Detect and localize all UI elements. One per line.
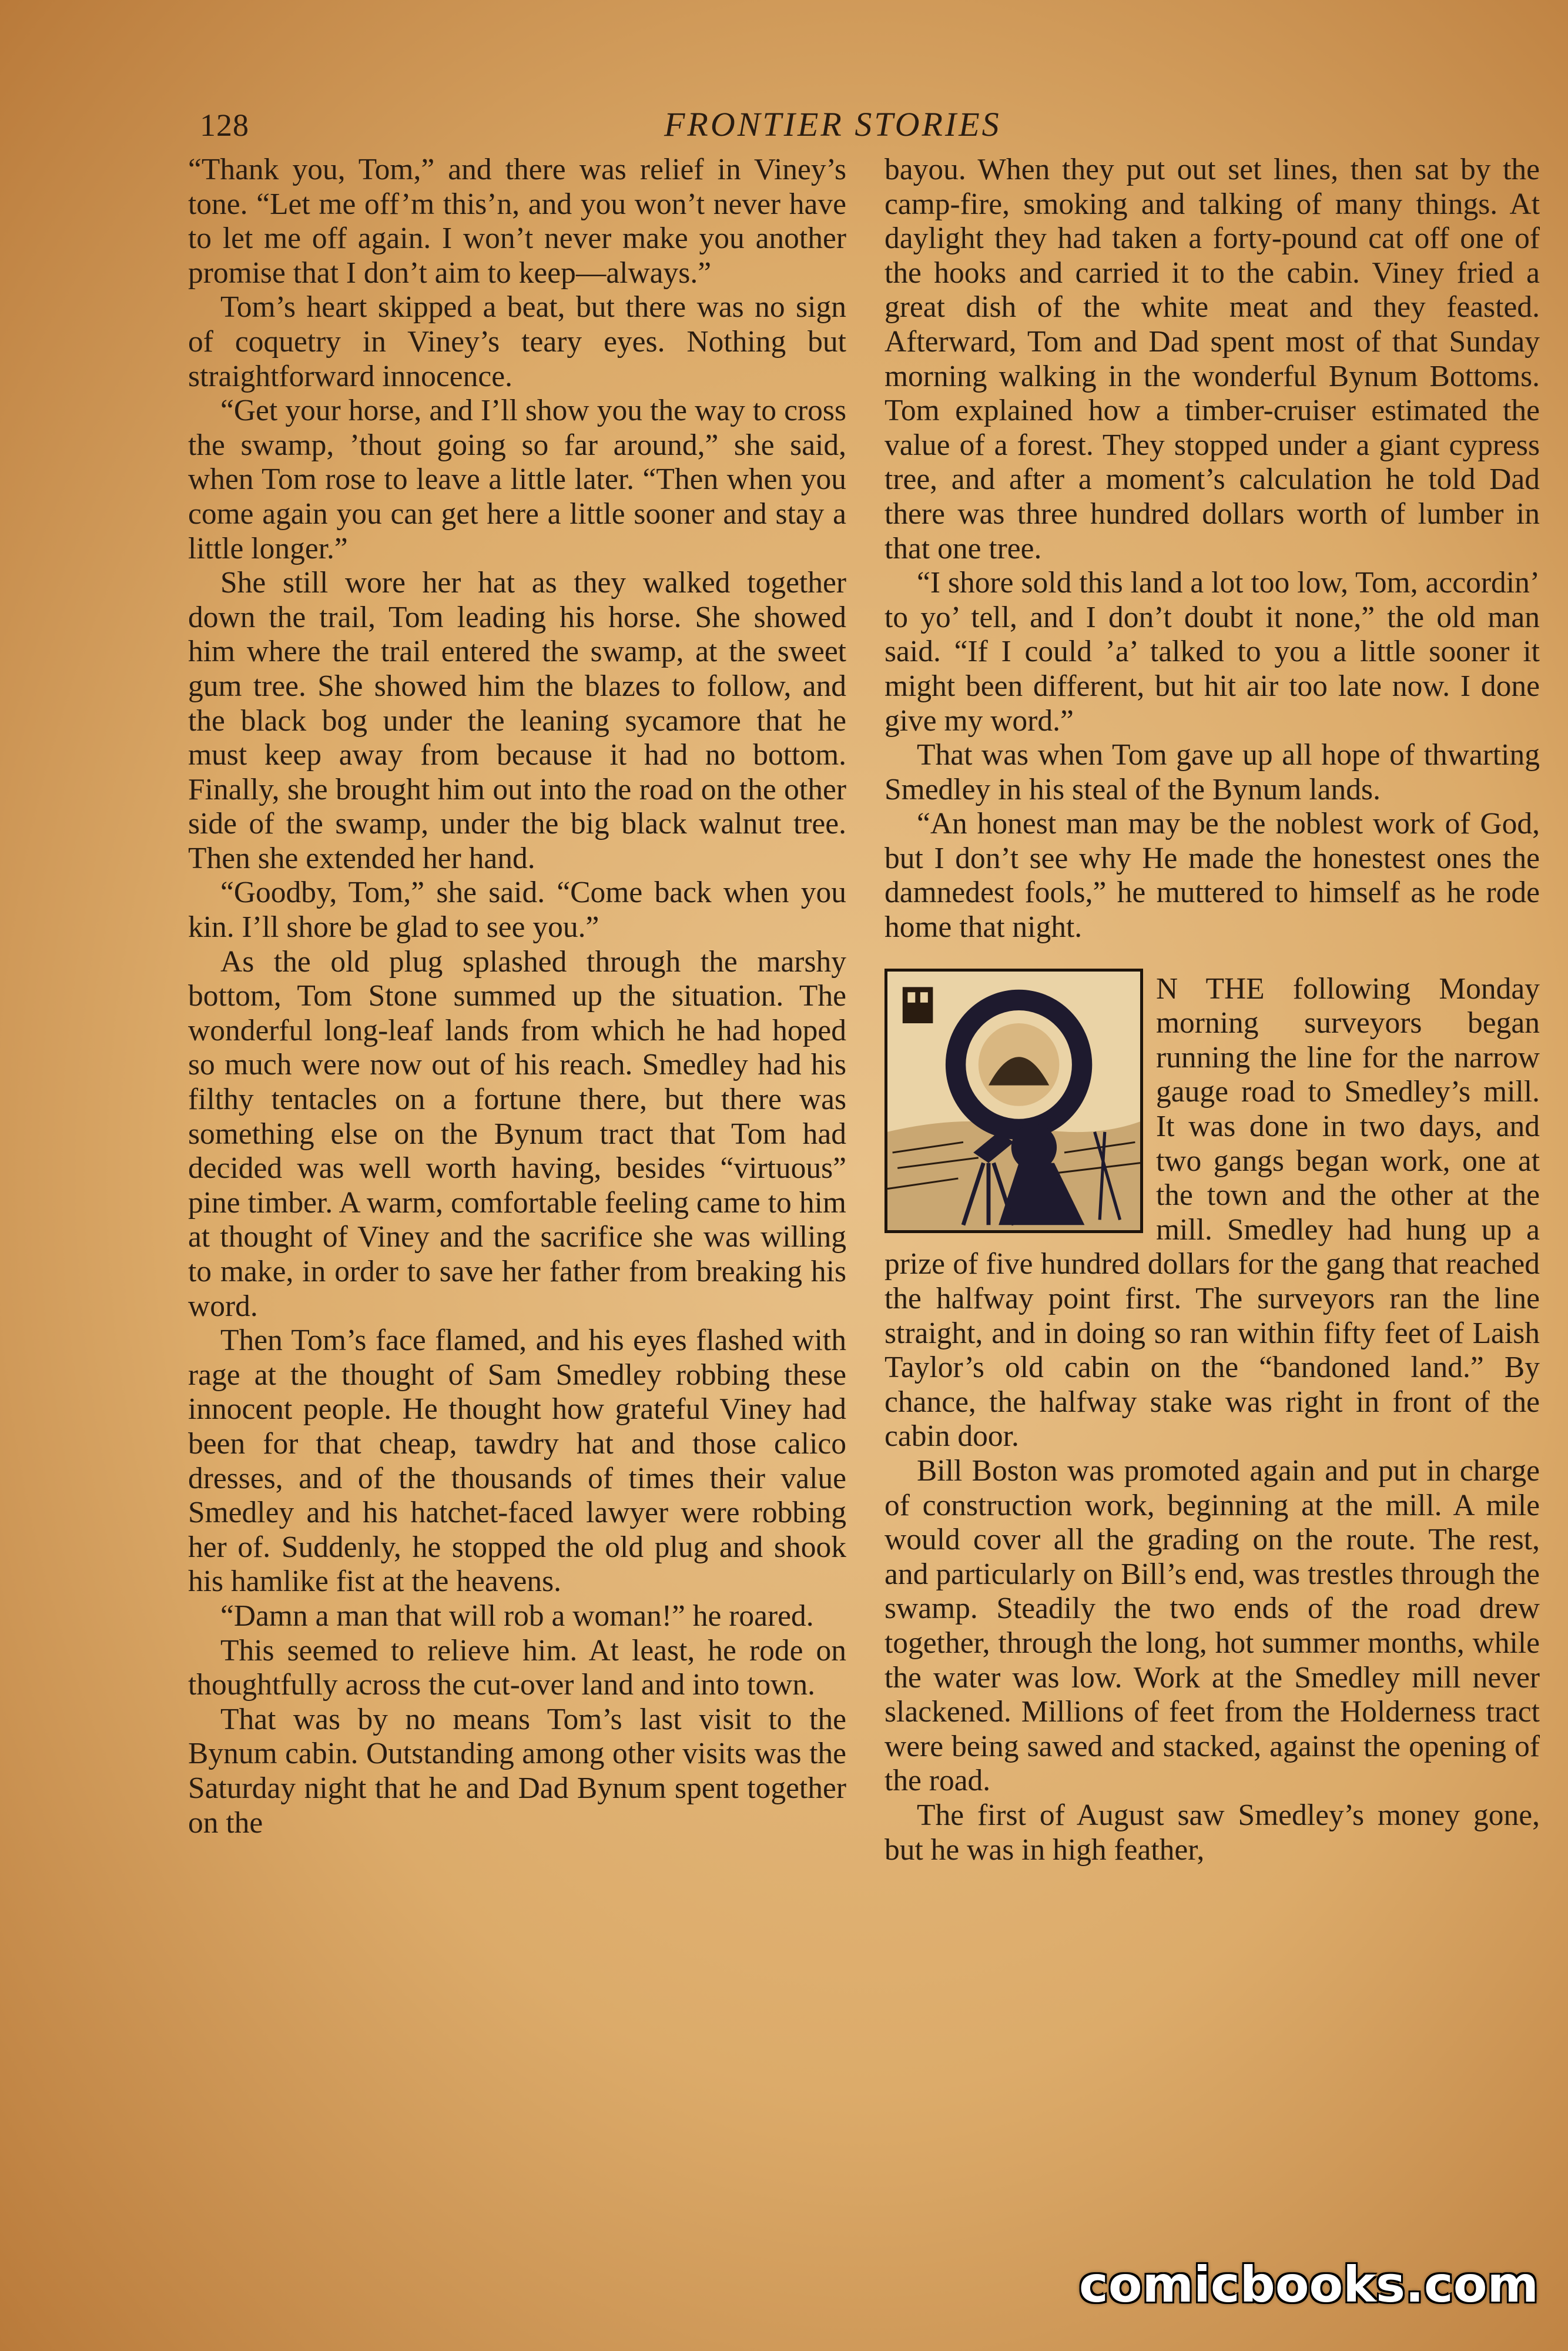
running-title: FRONTIER STORIES: [664, 105, 1001, 143]
left-column: [188, 153, 846, 1840]
paragraph: This seemed to relieve him. At least, he rode on thoughtfully across the cut-over land and into town.: [188, 1633, 846, 1702]
surveyor-illustration-icon: [887, 972, 1140, 1230]
paragraph: “Damn a man that will rob a woman!” he roared.: [220, 1599, 814, 1633]
page-number: 128: [200, 108, 249, 143]
paragraph: “Goodby, Tom,” she said. “Come back when you kin. I’ll shore be glad to see you.”: [188, 876, 846, 945]
right-column: [884, 153, 1540, 1867]
paragraph: “I shore sold this land a lot too low, Tom, accordin’ to yo’ tell, and I don’t doubt it none,” the old man said. “If I could ’a’ talked to you a little sooner it might been different, but hit air too late now. I done give my word.”: [884, 566, 1540, 738]
paragraph: “Get your horse, and I’ll show you the way to cross the swamp, ’thout going so far around,” she said, when Tom rose to leave a little later. “Then when you come again you can get here a little sooner and stay a little longer.”: [188, 394, 846, 565]
paragraph: bayou. When they put out set lines, then sat by the camp-fire, smoking and talking of many things. At daylight they had taken a forty-pound cat off one of the hooks and carried it to the cabin. Viney fried a great dish of the white meat and they feasted. Afterward, Tom and Dad spent most of that Sunday morning walking in the wonderful Bynum Bottoms. Tom explained how a timber-cruiser estimated the value of a forest. They stopped under a giant cypress tree, and after a moment’s calculation he told Dad there was three hundred dollars worth of lumber in that one tree.: [884, 153, 1540, 565]
paragraph: “Thank you, Tom,” and there was relief in Viney’s tone. “Let me off’m this’n, and you won’t never have to let me off again. I won’t never make you another promise that I don’t aim to keep—always.”: [188, 153, 846, 290]
paragraph: Tom’s heart skipped a beat, but there was no sign of coquetry in Viney’s teary eyes. Nothing but straightforward innocence.: [188, 290, 846, 393]
paragraph: Bill Boston was promoted again and put in charge of construction work, beginning at the mill. A mile would cover all the grading on the route. The rest, and particularly on Bill’s end, was trestles through the swamp. Steadily the two ends of the road drew together, through the long, hot summer months, while the water was low. Work at the Smedley mill never slackened. Millions of feet from the Holderness tract were being sawed and stacked, against the opening of the road.: [884, 1454, 1540, 1798]
site-watermark: comicbooks.com: [1079, 2256, 1539, 2313]
paragraph: That was by no means Tom’s last visit to the Bynum cabin. Outstanding among other visits was the Saturday night that he and Dad Bynum spent together on the: [188, 1702, 846, 1840]
paragraph: As the old plug splashed through the marshy bottom, Tom Stone summed up the situation. The wonderful long-leaf lands from which he had hoped so much were now out of his reach. Smedley had his filthy tentacles on a fortune there, but there was something else on the Bynum tract that Tom had decided was well worth having, besides “virtuous” pine timber. A warm, comfortable feeling came to him at thought of Viney and the sacrifice she was willing to make, in order to save her father from breaking his word.: [188, 945, 846, 1323]
paragraph: “An honest man may be the noblest work of God, but I don’t see why He made the honestest ones the damnedest fools,” he muttered to himself as he rode home that night.: [884, 807, 1540, 945]
page-header: [200, 94, 1552, 147]
paragraph: That was when Tom gave up all hope of thwarting Smedley in his steal of the Bynum lands.: [884, 738, 1540, 806]
paragraph: The first of August saw Smedley’s money gone, but he was in high feather,: [884, 1798, 1540, 1867]
paragraph: Then Tom’s face flamed, and his eyes flashed with rage at the thought of Sam Smedley robbing these innocent people. He thought how grateful Viney had been for that cheap, tawdry hat and those calico dresses, and of the thousands of times their value Smedley and his hatchet-faced lawyer were robbing her of. Suddenly, he stopped the old plug and shook his hamlike fist at the heavens.: [188, 1324, 846, 1599]
illustrated-drop-cap: [884, 969, 1143, 1233]
section-opening-paragraph: N THE following Monday morning surveyors began running the line for the narrow gauge road to Smedley’s mill. It was done in two days, and two gangs began work, one at the town and the other at the mill. Smedley had hung up a prize of five hundred dollars for the gang that reached the halfway point first. The surveyors ran the line straight, and in doing so ran within fifty feet of Laish Taylor’s old cabin on the “bandoned land.” By chance, the halfway stake was right in front of the cabin door.: [884, 972, 1540, 1454]
paragraph: She still wore her hat as they walked together down the trail, Tom leading his horse. She showed him where the trail entered the swamp, at the sweet gum tree. She showed him the blazes to follow, and the black bog under the leaning sycamore that he must keep away from because it had no bottom. Finally, she brought him out into the road on the other side of the swamp, under the big black walnut tree. Then she extended her hand.: [188, 566, 846, 875]
